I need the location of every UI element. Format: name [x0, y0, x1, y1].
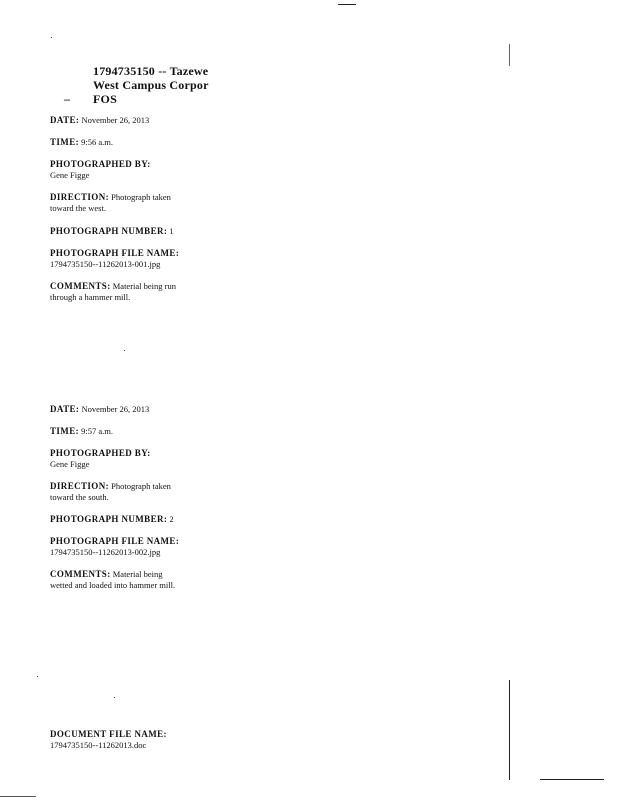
record-2-filename: [50, 536, 200, 558]
direction-value: Photograph taken toward the west.: [50, 192, 171, 213]
time-value: 9:56 a.m.: [81, 137, 113, 147]
record-1-time: [50, 137, 200, 148]
scan-dot: [124, 350, 125, 351]
record-2-photographer: [50, 448, 200, 470]
photographer-label: PHOTOGRAPHED BY:: [50, 448, 151, 458]
record-2-direction: [50, 481, 190, 503]
photographer-value: Gene Figge: [50, 459, 90, 469]
comments-label: COMMENTS:: [50, 569, 111, 579]
scan-dot: [37, 676, 38, 677]
scan-dot: [51, 37, 52, 38]
document-file-name: [50, 729, 200, 751]
direction-value: Photograph taken toward the south.: [50, 481, 171, 502]
scan-mark-top: [338, 4, 356, 5]
document-file-value: 1794735150--11262013.doc: [50, 740, 147, 750]
number-value: 2: [169, 514, 174, 524]
document-file-label: DOCUMENT FILE NAME:: [50, 729, 167, 739]
header-block: [93, 64, 209, 106]
filename-value: 1794735150--11262013-001.jpg: [50, 259, 161, 269]
comments-value: Material being run through a hammer mill.: [50, 281, 176, 302]
direction-label: DIRECTION:: [50, 192, 110, 202]
scan-mark-right-bottom: [509, 680, 510, 780]
record-2-comments: [50, 569, 182, 591]
time-label: TIME:: [50, 137, 79, 147]
header-line-1: 1794735150 -- Tazewe: [93, 64, 209, 78]
time-value: 9:57 a.m.: [81, 426, 113, 436]
time-label: TIME:: [50, 426, 79, 436]
filename-label: PHOTOGRAPH FILE NAME:: [50, 248, 180, 258]
record-2-number: [50, 514, 200, 525]
scan-dot: [114, 697, 115, 698]
comments-label: COMMENTS:: [50, 281, 111, 291]
scan-mark-bottom-right: [540, 779, 604, 780]
record-2-time: [50, 426, 200, 437]
filename-label: PHOTOGRAPH FILE NAME:: [50, 536, 180, 546]
record-2-date: [50, 404, 200, 415]
date-label: DATE:: [50, 404, 80, 414]
header-line-2: West Campus Corpor: [93, 78, 209, 92]
record-1-number: [50, 226, 200, 237]
filename-value: 1794735150--11262013-002.jpg: [50, 547, 161, 557]
date-value: November 26, 2013: [81, 404, 150, 414]
photographer-value: Gene Figge: [50, 170, 90, 180]
scan-mark-bottom-left: [0, 796, 36, 797]
header-dash: –: [64, 92, 70, 106]
number-value: 1: [169, 226, 174, 236]
comments-value: Material being wetted and loaded into hammer mill.: [50, 569, 176, 590]
direction-label: DIRECTION:: [50, 481, 110, 491]
record-1-comments: [50, 281, 192, 303]
date-label: DATE:: [50, 115, 80, 125]
scan-mark-right-top: [509, 44, 510, 66]
number-label: PHOTOGRAPH NUMBER:: [50, 514, 168, 524]
record-1-filename: [50, 248, 200, 270]
record-1-direction: [50, 192, 190, 214]
date-value: November 26, 2013: [81, 115, 150, 125]
record-1-date: [50, 115, 200, 126]
number-label: PHOTOGRAPH NUMBER:: [50, 226, 168, 236]
record-1-photographer: [50, 159, 200, 181]
photographer-label: PHOTOGRAPHED BY:: [50, 159, 151, 169]
header-line-3: FOS: [93, 92, 117, 106]
